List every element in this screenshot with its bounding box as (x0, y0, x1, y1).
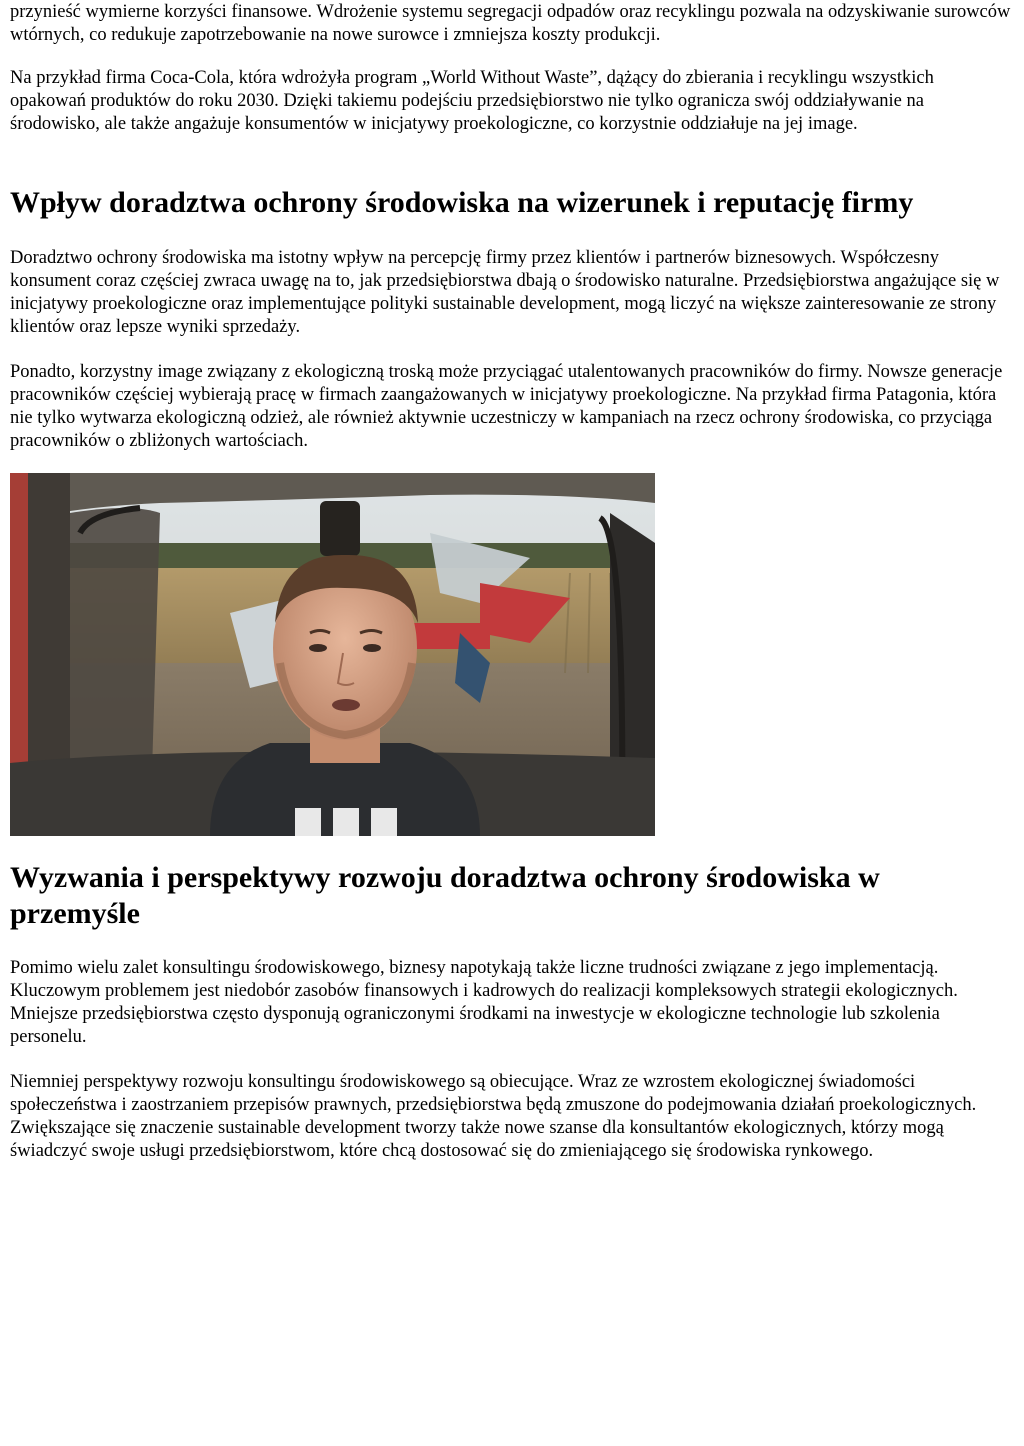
section-heading-challenges: Wyzwania i perspektywy rozwoju doradztwa ochrony środowiska w przemyśle (10, 861, 880, 930)
paragraph-financial-benefits: przynieść wymierne korzyści finansowe. Wdrożenie systemu segregacji odpadów oraz recyklingu pozwala na odzyskiwanie surowców wtórnych, co redukuje zapotrzebowanie na nowe surowce i zmniejsza koszty produkcji. (10, 2, 1011, 45)
article-photo (10, 473, 655, 836)
person-in-tractor-cab-photo (10, 473, 655, 836)
paragraph-talent-attraction: Ponadto, korzystny image związany z ekologiczną troską może przyciągać utalentowanych pracowników do firmy. Nowsze generacje pracowników częściej wybierają pracę w firmach zaangażowanych w inicjatywy proekologiczne. Na przykład firma Patagonia, która nie tylko wytwarza ekologiczną odzież, ale również aktywnie uczestniczy w kampaniach na rzecz ochrony środowiska, co przyciąga pracowników o zbliżonych wartościach. (10, 362, 1003, 451)
paragraph-coca-cola-example: Na przykład firma Coca-Cola, która wdrożyła program „World Without Waste”, dążący do zbierania i recyklingu wszystkich opakowań produktów do roku 2030. Dzięki takiemu podejściu przedsiębiorstwo nie tylko ogranicza swój oddziaływanie na środowisko, ale także angażuje konsumentów w inicjatywy proekologiczne, co korzystnie oddziałuje na jej image. (10, 68, 934, 134)
paragraph-perspectives: Niemniej perspektywy rozwoju konsultingu środowiskowego są obiecujące. Wraz ze wzrostem ekologicznej świadomości społeczeństwa i zaostrzaniem przepisów prawnych, przedsiębiorstwa będą zmuszone do podejmowania działań proekologicznych. Zwiększające się znaczenie sustainable development tworzy także nowe szanse dla konsultantów ekologicznych, którzy mogą świadczyć swoje usługi przedsiębiorstwom, które chcą dostosować się do zmieniającego się środowiska rynkowego. (10, 1072, 977, 1161)
paragraph-difficulties: Pomimo wielu zalet konsultingu środowiskowego, biznesy napotykają także liczne trudności związane z jego implementacją. Kluczowym problemem jest niedobór zasobów finansowych i kadrowych do realizacji kompleksowych strategii ekologicznych. Mniejsze przedsiębiorstwa często dysponują ograniczonymi środkami na inwestycje w ekologiczne technologie lub szkolenia personelu. (10, 958, 958, 1047)
paragraph-customer-perception: Doradztwo ochrony środowiska ma istotny wpływ na percepcję firmy przez klientów i partnerów biznesowych. Współczesny konsument coraz częściej zwraca uwagę na to, jak przedsiębiorstwa dbają o środowisko naturalne. Przedsiębiorstwa angażujące się w inicjatywy proekologiczne oraz implementujące polityki sustainable development, mogą liczyć na większe zainteresowanie ze strony klientów oraz lepsze wyniki sprzedaży. (10, 248, 1000, 337)
section-heading-image-reputation: Wpływ doradztwa ochrony środowiska na wizerunek i reputację firmy (10, 186, 914, 219)
